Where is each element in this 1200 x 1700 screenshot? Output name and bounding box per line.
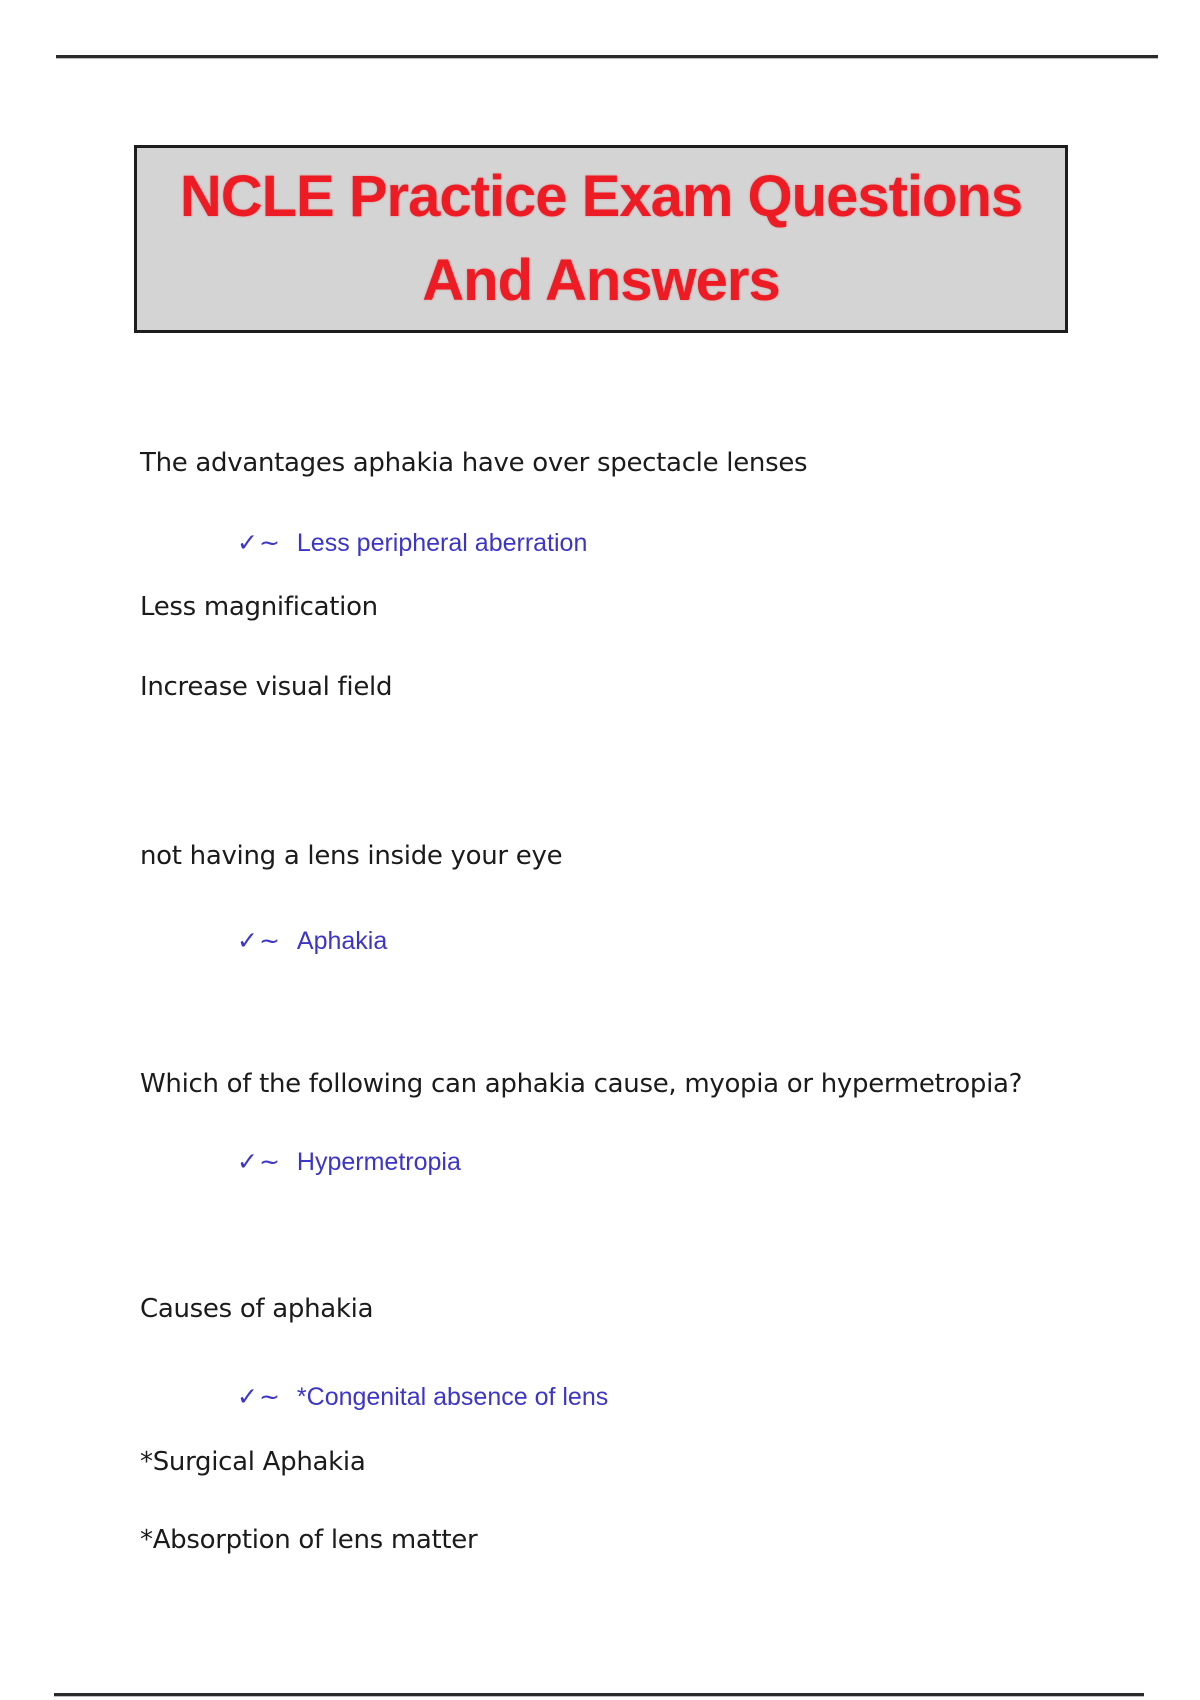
answer-line — [237, 926, 387, 956]
answer-line — [237, 528, 587, 558]
document-title-line1: NCLE Practice Exam Questions — [179, 164, 1023, 229]
question-text: *Surgical Aphakia — [140, 1447, 366, 1477]
question-text: Which of the following can aphakia cause, myopia or hypermetropia? — [140, 1069, 1023, 1099]
question-text: Increase visual field — [140, 672, 393, 702]
title-box — [134, 145, 1068, 333]
question-text: Less magnification — [140, 592, 378, 622]
bottom-horizontal-rule — [54, 1693, 1144, 1696]
answer-text: Aphakia — [296, 927, 388, 955]
answer-text: Less peripheral aberration — [296, 529, 588, 557]
answer-text: *Congenital absence of lens — [296, 1383, 609, 1411]
answer-text: Hypermetropia — [296, 1148, 461, 1176]
question-text: *Absorption of lens matter — [140, 1525, 478, 1555]
top-horizontal-rule — [56, 55, 1158, 58]
document-title-line2: And Answers — [422, 248, 780, 313]
answer-line — [237, 1382, 608, 1412]
question-text: Causes of aphakia — [140, 1294, 374, 1324]
question-text: The advantages aphakia have over spectacle lenses — [140, 448, 808, 478]
checkmark-icon: ✓~ — [237, 1382, 281, 1411]
question-text: not having a lens inside your eye — [140, 841, 563, 871]
checkmark-icon: ✓~ — [237, 528, 281, 557]
checkmark-icon: ✓~ — [237, 926, 281, 955]
answer-line — [237, 1147, 461, 1177]
checkmark-icon: ✓~ — [237, 1147, 281, 1176]
